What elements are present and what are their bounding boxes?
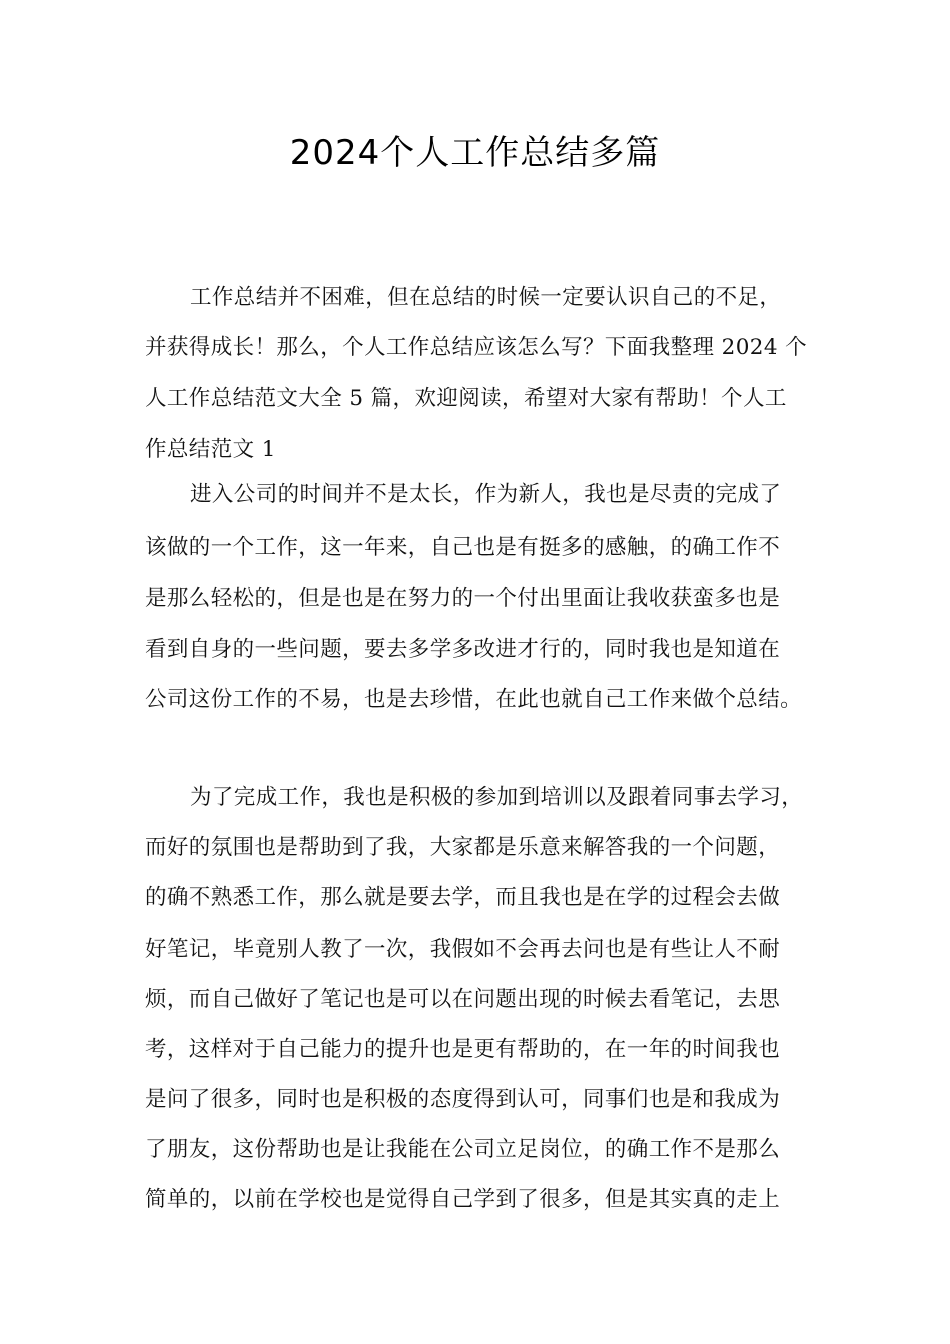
paragraph-1-line-3: 人工作总结范文大全 5 篇，欢迎阅读，希望对大家有帮助！个人工 [145, 386, 787, 411]
paragraph-3-line-7: 是问了很多，同时也是积极的态度得到认可，同事们也是和我成为 [145, 1087, 781, 1112]
paragraph-1-line-1: 工作总结并不困难，但在总结的时候一定要认识自己的不足， [190, 285, 782, 310]
paragraph-3-line-8: 了朋友，这份帮助也是让我能在公司立足岗位，的确工作不是那么 [145, 1137, 781, 1162]
paragraph-1-line-4: 作总结范文 1 [145, 437, 276, 462]
paragraph-3-line-5: 烦，而自己做好了笔记也是可以在问题出现的时候去看笔记，去思 [145, 987, 781, 1012]
paragraph-3-line-3: 的确不熟悉工作，那么就是要去学，而且我也是在学的过程会去做 [145, 885, 781, 910]
paragraph-3-line-9: 简单的，以前在学校也是觉得自己学到了很多，但是其实真的走上 [145, 1187, 781, 1212]
paragraph-3-line-2: 而好的氛围也是帮助到了我，大家都是乐意来解答我的一个问题， [145, 835, 781, 860]
paragraph-3-line-1: 为了完成工作，我也是积极的参加到培训以及跟着同事去学习， [190, 785, 804, 810]
paragraph-2-line-4: 看到自身的一些问题，要去多学多改进才行的，同时我也是知道在 [145, 637, 781, 662]
paragraph-2-line-2: 该做的一个工作，这一年来，自己也是有挺多的感触，的确工作不 [145, 535, 781, 560]
paragraph-2-line-3: 是那么轻松的，但是也是在努力的一个付出里面让我收获蛮多也是 [145, 586, 781, 611]
paragraph-2-line-5: 公司这份工作的不易，也是去珍惜，在此也就自己工作来做个总结。 [145, 687, 803, 712]
paragraph-2-line-1: 进入公司的时间并不是太长，作为新人，我也是尽责的完成了 [190, 482, 782, 507]
paragraph-3-line-6: 考，这样对于自己能力的提升也是更有帮助的，在一年的时间我也 [145, 1037, 781, 1062]
document-title: 2024个人工作总结多篇 [289, 133, 661, 173]
paragraph-3-line-4: 好笔记，毕竟别人教了一次，我假如不会再去问也是有些让人不耐 [145, 937, 781, 962]
paragraph-1-line-2: 并获得成长！那么，个人工作总结应该怎么写？下面我整理 2024 个 [145, 335, 808, 360]
